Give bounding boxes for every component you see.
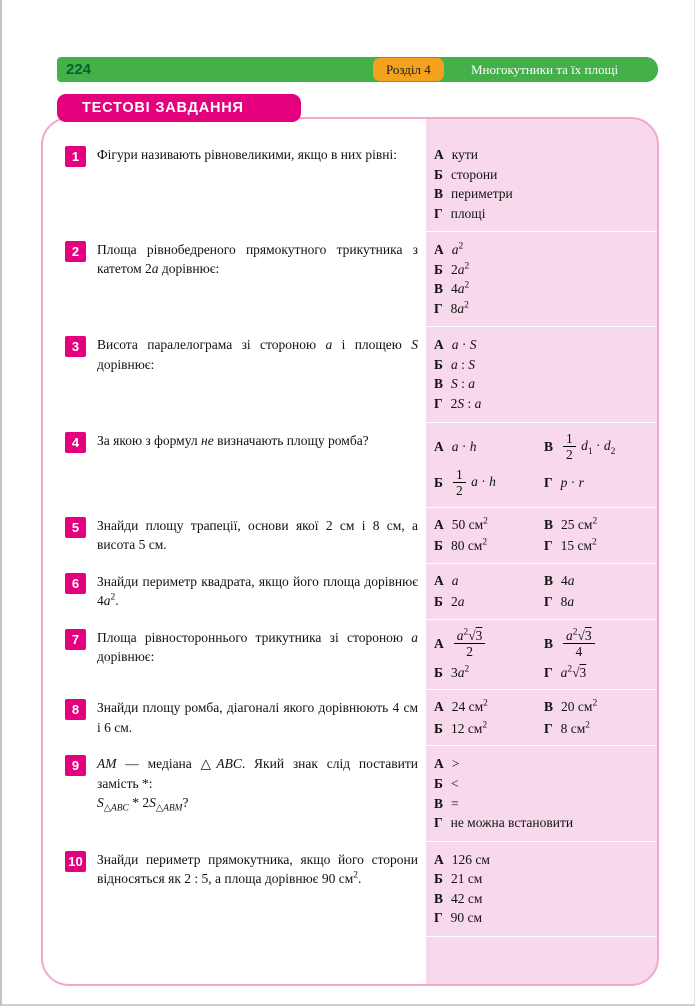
option-letter: В: [434, 281, 444, 297]
answer-cell: [426, 232, 657, 326]
option-letter: Б: [434, 720, 443, 736]
option-value: 80 $см^2$: [450, 537, 488, 554]
option-letter: Б: [434, 356, 443, 372]
question-text: Фігури називають рівновеликими, якщо в них рівні:: [97, 147, 397, 162]
answer-cell: [426, 620, 657, 690]
option-letter: А: [434, 242, 444, 258]
option-letter: Г: [544, 594, 553, 610]
option-value: $\frac{1}{2}$ a · h: [451, 467, 496, 499]
question-row: [43, 137, 657, 232]
option-value: 20 $см^2$: [561, 698, 598, 715]
option-value: a · h: [451, 438, 477, 454]
option-letter: А: [434, 572, 444, 588]
answer-cell: [426, 137, 657, 231]
answer-option: [544, 698, 651, 716]
question-number-badge: 7: [65, 629, 86, 650]
option-letter: А: [434, 147, 444, 162]
answer-option: [434, 299, 651, 319]
option-value: a : S: [450, 356, 475, 372]
answer-option: [544, 572, 651, 590]
question-number-badge: 2: [65, 241, 86, 262]
option-value: <: [450, 776, 459, 792]
answer-option: [434, 438, 540, 456]
option-value: $2a^2$: [450, 261, 470, 277]
question-cell: [43, 232, 426, 326]
option-letter: В: [544, 572, 554, 588]
question-number-badge: 5: [65, 517, 86, 538]
option-letter: В: [544, 516, 554, 532]
option-letter: В: [544, 636, 554, 652]
answer-option: [544, 474, 651, 492]
question-cell: [43, 137, 426, 231]
question-text: Знайди площу ромба, діагоналі якого дорівнюють 4 см і 6 см.: [97, 700, 418, 735]
option-value: 42 см: [451, 890, 483, 906]
option-value: 4a: [561, 572, 575, 588]
option-letter: А: [434, 516, 444, 532]
answer-cell: [426, 423, 657, 507]
option-value: $4a^2$: [451, 280, 470, 297]
answer-option: [434, 813, 651, 833]
option-value: не можна встановити: [450, 815, 574, 831]
option-value: $3a^2$: [450, 664, 470, 680]
question-row: [43, 564, 657, 620]
option-letter: Б: [434, 776, 443, 792]
question-number-badge: 10: [65, 851, 86, 872]
question-cell: [43, 423, 426, 507]
question-cell: [43, 690, 426, 745]
answer-option: [434, 628, 540, 660]
option-letter: В: [544, 699, 554, 715]
answer-option: [544, 720, 651, 738]
option-value: периметри: [451, 186, 513, 202]
answer-option: [434, 374, 651, 394]
question-row: [43, 842, 657, 937]
answer-option: [434, 145, 651, 165]
questions-panel: [41, 117, 659, 986]
option-value: кути: [451, 147, 478, 162]
option-value: p · r: [560, 474, 584, 490]
question-text: AM — медіана △ABC. Який знак слід поставити замість *: $S_{\triangle ABC} * 2S_{\triangle ABM}$?: [97, 756, 418, 814]
option-value: 24 $см^2$: [451, 698, 488, 715]
answer-option: [434, 204, 651, 224]
question-cell: [43, 327, 426, 421]
answer-option: [434, 165, 651, 185]
question-text: Площа рівностороннього трикутника зі стороною a дорівнює:: [97, 629, 418, 664]
question-row: [43, 620, 657, 691]
option-letter: Г: [544, 474, 553, 490]
answer-options: [434, 850, 651, 928]
answer-options: [434, 572, 651, 611]
answer-options: [434, 628, 651, 682]
question-cell: [43, 564, 426, 619]
question-number-badge: 9: [65, 755, 86, 776]
option-value: 8 $см^2$: [560, 720, 590, 736]
option-letter: А: [434, 699, 444, 715]
option-letter: А: [434, 438, 444, 454]
option-value: площі: [450, 205, 486, 221]
answer-option: [544, 537, 651, 555]
questions-list: [43, 119, 657, 937]
answer-cell: [426, 690, 657, 745]
question-row: [43, 423, 657, 508]
option-letter: В: [434, 795, 444, 811]
option-value: 90 см: [450, 910, 483, 926]
option-letter: Б: [434, 664, 443, 680]
option-letter: Б: [434, 474, 443, 490]
question-text: Площа рівнобедреного прямокутного трикутника з катетом 2a дорівнює:: [97, 242, 418, 277]
answer-option: [434, 664, 540, 682]
question-number-badge: 1: [65, 146, 86, 167]
option-value: $\frac{a^2√3}{4}$: [561, 628, 597, 660]
chapter-tab: Розділ 4: [373, 58, 444, 81]
answer-options: [434, 145, 651, 223]
answer-option: [434, 593, 540, 611]
answer-option: [434, 850, 651, 870]
question-number-badge: 6: [65, 573, 86, 594]
answer-option: [434, 240, 651, 260]
answer-cell: [426, 508, 657, 563]
option-letter: В: [434, 186, 444, 202]
option-letter: Г: [434, 396, 443, 412]
answer-option: [434, 279, 651, 299]
option-value: сторони: [450, 166, 498, 182]
answer-cell: [426, 327, 657, 421]
chapter-header-bar: [57, 57, 658, 82]
answer-options: [434, 335, 651, 413]
option-value: =: [451, 795, 459, 811]
option-letter: Г: [544, 720, 553, 736]
option-letter: Г: [434, 815, 443, 831]
option-letter: А: [434, 636, 444, 652]
chapter-title: Многокутники та їх площі: [471, 62, 619, 77]
question-text: Знайди периметр квадрата, якщо його площа дорівнює $4a^2$.: [97, 573, 418, 608]
answer-cell: [426, 564, 657, 619]
question-cell: [43, 620, 426, 690]
option-letter: Б: [434, 261, 443, 277]
option-value: 21 см: [450, 871, 483, 887]
question-text: Знайди периметр прямокутника, якщо його сторони відносяться як 2 : 5, а площа дорівнює 90 $см^2$.: [97, 851, 418, 886]
answer-option: [434, 516, 540, 534]
answer-option: [434, 184, 651, 204]
option-value: >: [451, 756, 460, 772]
option-letter: Г: [544, 664, 553, 680]
option-letter: Г: [434, 300, 443, 316]
answer-options: [434, 516, 651, 555]
answer-option: [434, 774, 651, 794]
page-number: 224: [66, 61, 92, 78]
section-title-bar: ТЕСТОВІ ЗАВДАННЯ: [57, 94, 301, 122]
answer-option: [544, 664, 651, 682]
option-letter: Б: [434, 166, 443, 182]
option-value: $\frac{1}{2}$ $d_1 \cdot d_2$: [561, 431, 615, 463]
answer-option: [434, 754, 651, 774]
answer-options: [434, 754, 651, 832]
answer-options: [434, 431, 651, 499]
option-value: 2a: [450, 594, 465, 610]
answer-option: [544, 628, 651, 660]
option-value: 12 $см^2$: [450, 720, 488, 736]
option-letter: Б: [434, 871, 443, 887]
answer-option: [544, 593, 651, 611]
answer-option: [434, 572, 540, 590]
answer-option: [434, 335, 651, 355]
question-number-badge: 3: [65, 336, 86, 357]
option-value: a · S: [451, 337, 477, 353]
option-value: 8a: [560, 594, 575, 610]
option-letter: Г: [434, 205, 443, 221]
option-value: $a^2$: [451, 241, 464, 258]
answer-option: [434, 889, 651, 909]
option-letter: В: [434, 890, 444, 906]
question-row: [43, 508, 657, 564]
answer-option: [544, 516, 651, 534]
option-letter: А: [434, 756, 444, 772]
option-letter: Г: [434, 910, 443, 926]
question-row: [43, 327, 657, 422]
option-value: 126 см: [451, 851, 490, 867]
question-row: [43, 232, 657, 327]
question-number-badge: 4: [65, 432, 86, 453]
option-letter: В: [434, 376, 444, 392]
question-text: Знайди площу трапеції, основи якої 2 см і 8 см, а висота 5 см.: [97, 517, 418, 552]
option-letter: В: [544, 438, 554, 454]
answer-option: [434, 794, 651, 814]
option-letter: Г: [544, 538, 553, 554]
question-row: [43, 746, 657, 841]
answer-cell: [426, 746, 657, 840]
option-value: 50 $см^2$: [451, 516, 488, 532]
option-letter: А: [434, 337, 444, 353]
question-row: [43, 690, 657, 746]
option-value: 2S : a: [450, 396, 482, 412]
question-number-badge: 8: [65, 699, 86, 720]
option-value: 15 $см^2$: [560, 537, 597, 554]
answer-option: [434, 467, 540, 499]
answer-option: [434, 908, 651, 928]
option-letter: Б: [434, 594, 443, 610]
question-cell: [43, 842, 426, 936]
question-text: Висота паралелограма зі стороною a і площею S дорівнює:: [97, 337, 418, 372]
option-value: $\frac{a^2√3}{2}$: [452, 628, 488, 660]
answer-option: [434, 698, 540, 716]
answer-options: [434, 698, 651, 737]
option-value: $8a^2$: [450, 300, 469, 316]
answer-option: [434, 394, 651, 414]
answer-option: [434, 869, 651, 889]
question-cell: [43, 746, 426, 840]
option-value: 25 $см^2$: [561, 516, 598, 532]
answer-option: [434, 355, 651, 375]
answer-options: [434, 240, 651, 318]
question-cell: [43, 508, 426, 563]
answer-cell: [426, 842, 657, 936]
answer-option: [434, 720, 540, 738]
option-letter: Б: [434, 538, 443, 554]
answer-option: [434, 537, 540, 555]
answer-option: [544, 431, 651, 463]
answer-option: [434, 260, 651, 280]
question-text: За якою з формул не визначають площу ромба?: [97, 432, 369, 448]
option-letter: А: [434, 851, 444, 867]
option-value: a: [451, 572, 459, 588]
option-value: S : a: [451, 376, 476, 392]
option-value: $a^2√3$: [560, 664, 587, 680]
